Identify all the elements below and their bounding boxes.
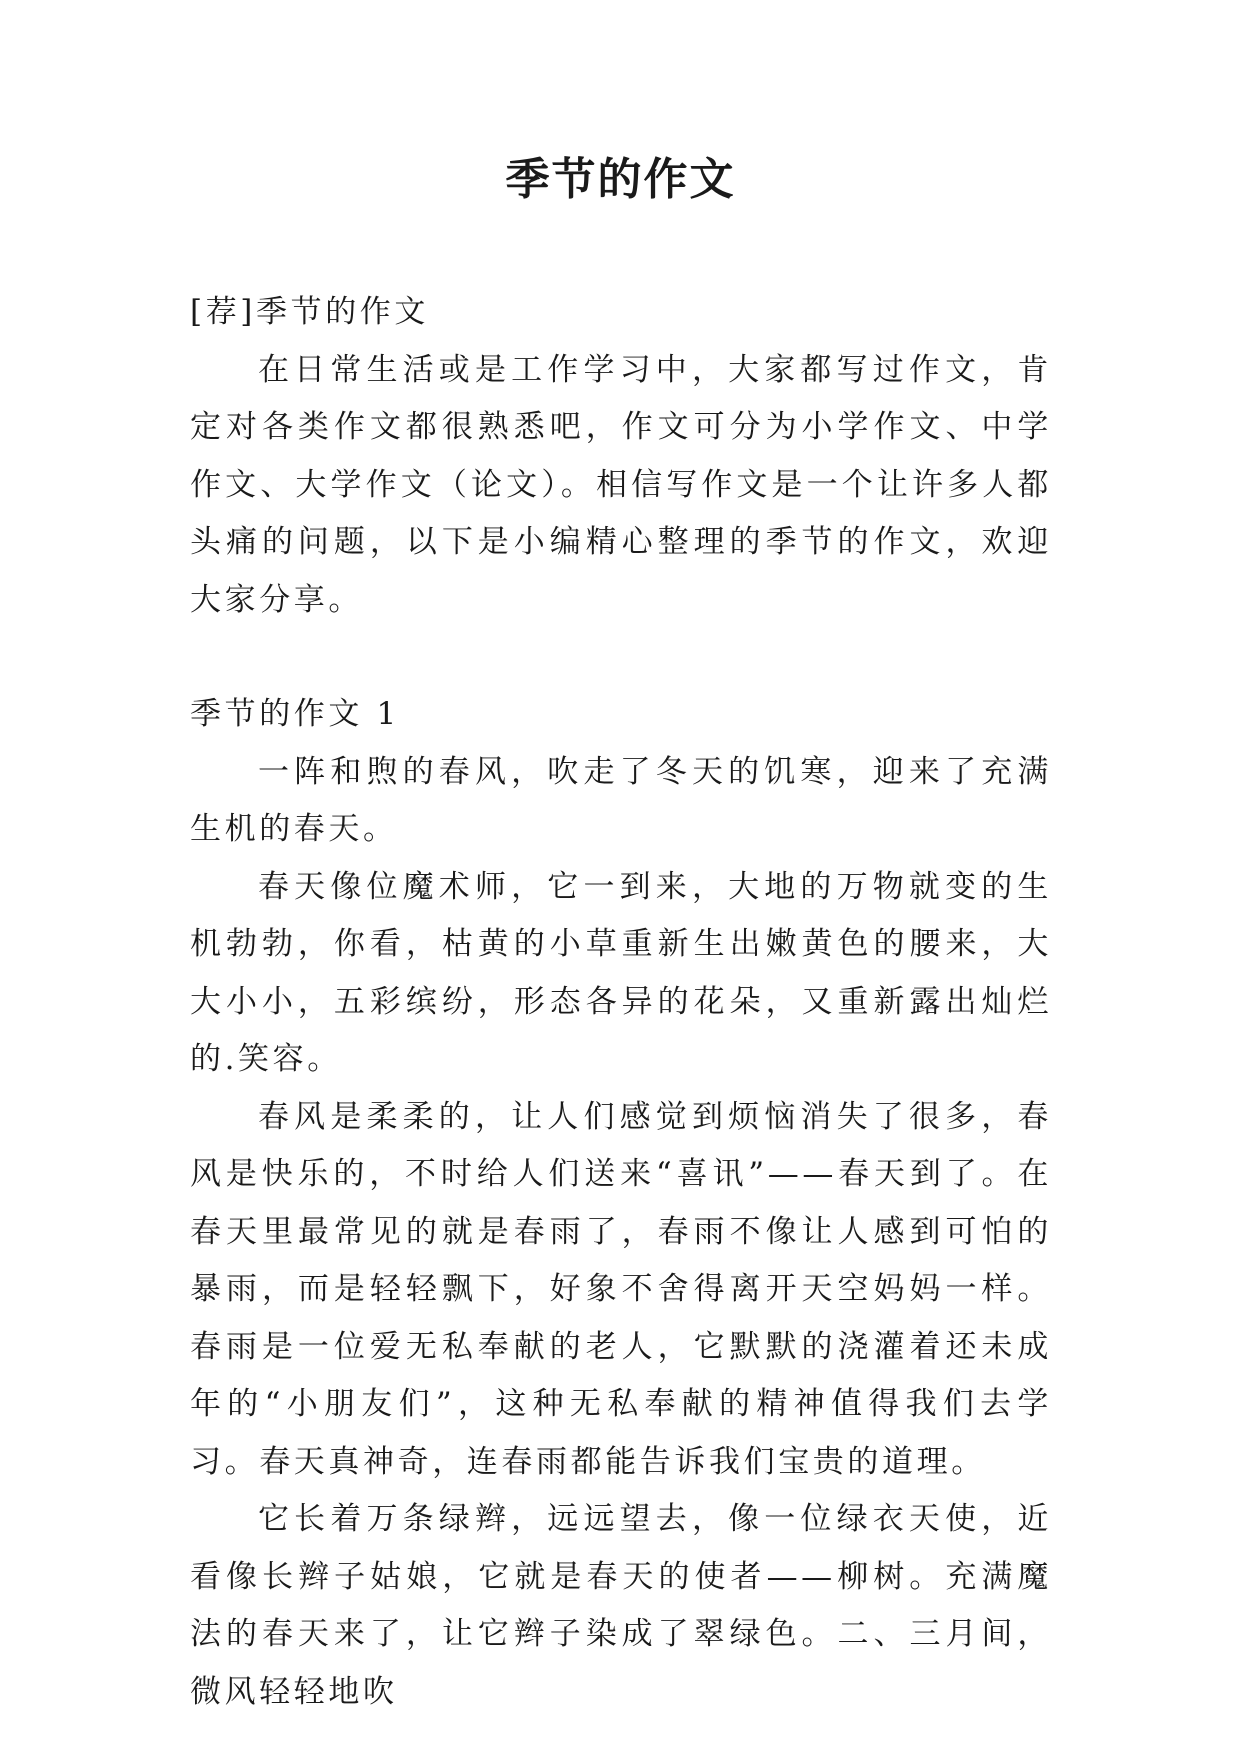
body-paragraph-2: 春天像位魔术师，它一到来，大地的万物就变的生机勃勃，你看，枯黄的小草重新生出嫩黄色的腰来，大大小小，五彩缤纷，形态各异的花朵，又重新露出灿烂的.笑容。 [190, 868, 1052, 1077]
body-paragraph-4: 它长着万条绿辫，远远望去，像一位绿衣天使，近看像长辫子姑娘，它就是春天的使者——柳树。充满魔法的春天来了，让它辫子染成了翠绿色。二、三月间，微风轻轻地吹 [190, 1501, 1052, 1710]
body-paragraph-3: 春风是柔柔的，让人们感觉到烦恼消失了很多，春风是快乐的，不时给人们送来“喜讯”——春天到了。在春天里最常见的就是春雨了，春雨不像让人感到可怕的暴雨，而是轻轻飘下，好象不舍得离开天空妈妈一样。春雨是一位爱无私奉献的老人，它默默的浇灌着还未成年的“小朋友们”，这种无私奉献的精神值得我们去学习。春天真神奇，连春雨都能告诉我们宝贵的道理。 [190, 1098, 1052, 1480]
paragraph-gap [190, 629, 1052, 686]
document-subtitle: [荐]季节的作文 [190, 294, 429, 330]
document-body [190, 284, 1052, 1721]
document-title: 季节的作文 [505, 154, 736, 205]
body-paragraph-1: 一阵和煦的春风，吹走了冬天的饥寒，迎来了充满生机的春天。 [190, 753, 1052, 847]
section-heading: 季节的作文 1 [190, 696, 400, 732]
intro-paragraph: 在日常生活或是工作学习中，大家都写过作文，肯定对各类作文都很熟悉吧，作文可分为小学作文、中学作文、大学作文（论文）。相信写作文是一个让许多人都头痛的问题，以下是小编精心整理的季节的作文，欢迎大家分享。 [190, 351, 1052, 618]
